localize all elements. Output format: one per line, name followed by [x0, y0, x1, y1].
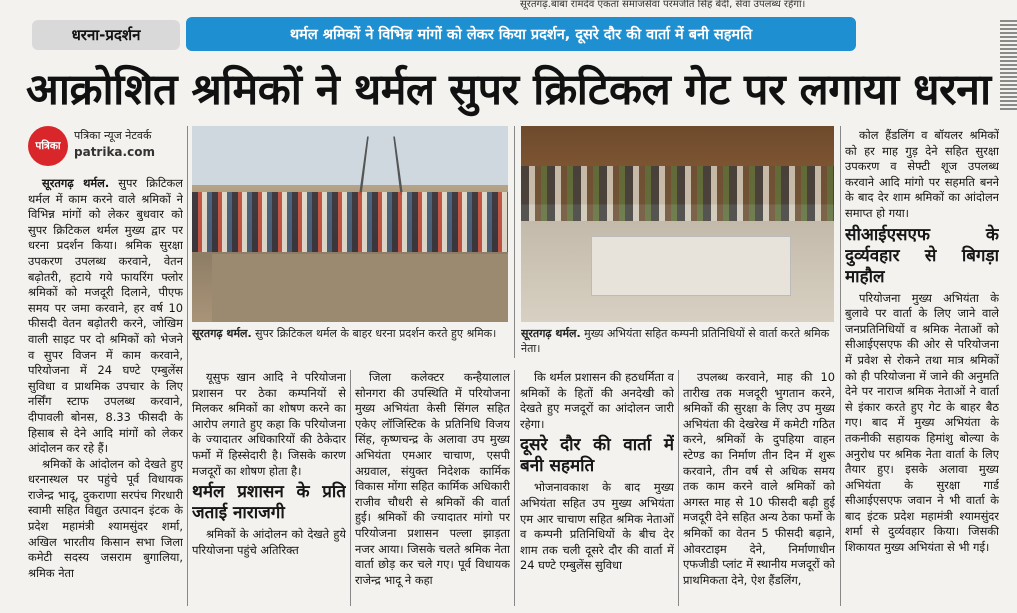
adjacent-page-edge [1000, 20, 1017, 110]
col3-paragraph-1: जिला कलेक्टर कन्हैयालाल सोनगरा की उपस्थिति में परियोजना मुख्य अभियंता केसी सिंगल सहित एकेए लॉजिस्टिक के प्रतिनिधि विजय सिंह, कृष्णचन्द्र के अलावा उप मुख्य अभियंता एमआर चाचाण, एसपी अग्रवाल, संयुक्त निदेशक कार्मिक विकास मोंगा सहित कार्मिक अधिकारी राजीव चौधरी से श्रमिकों की वार्ता हुई। श्रमिकों की ज्यादातर मांगो पर परियोजना प्रशासन पल्ला झाड़ता नजर आया। जिसके चलते श्रमिक नेता वार्ता छोड़ कर चले गए। पूर्व विधायक राजेन्द्र भादू ने कहा [355, 370, 510, 587]
column-rule [187, 126, 188, 606]
meeting-table-shape [591, 236, 791, 296]
column-rule [514, 370, 515, 606]
banner-subheading: थर्मल श्रमिकों ने विभिन्न मांगों को लेकर किया प्रदर्शन, दूसरे दौर की वार्ता में बनी सहमति [186, 17, 856, 51]
protest-photo-caption: सूरतगढ़ थर्मल. सुपर क्रिटिकल थर्मल के बाहर धरना प्रदर्शन करते हुए श्रमिक। [192, 327, 497, 340]
col6-paragraph-1: कोल हैंडलिंग व बॉयलर श्रमिकों को हर माह गुड़ देने सहित सुरक्षा उपकरण व सेफ्टी शूज उपलब्ध करवाने आदि मांगो पर सहमति बनने के बाद देर शाम श्रमिकों का आंदोलन समाप्त हो गया। [845, 128, 999, 220]
col1-paragraph-2: श्रमिकों के आंदोलन को देखते हुए धरनास्थल पर पहुंचे पूर्व विधायक राजेन्द्र भादू, दुकराणा सरपंच गिरधारी स्वामी सहित विद्युत उत्पादन इंटक के प्रदेश महामंत्री श्यामसुंदर शर्मा, अखिल भारतीय किसान सभा जिला कमेटी सदस्य जसराम बुगालिया, श्रमिक नेता [28, 456, 183, 580]
column-rule [840, 126, 841, 606]
col4-paragraph-1: कि थर्मल प्रशासन की हठधर्मिता व श्रमिकों के हितों की अनदेखी को देखते हुए मजदूरों का आंदोलन जारी रहेगा। [520, 370, 674, 431]
col2-paragraph-1: यूसुफ खान आदि ने परियोजना प्रशासन पर ठेका कम्पनियों से मिलकर श्रमिकों का शोषण करने का आरोप लगाते हुए कहा कि परियोजना के ज्यादातर अधिकारियों की ठेकेदार फर्मो में हिस्सेदारी है। जिसके कारण मजदूरों का शोषण होता है। [192, 370, 346, 478]
previous-article-text: सूरतगढ़.बाबा रामदेव एकता समाजसेवा परमजीत सिंह बेदी, सेवा उपलब्ध रहेगा। [520, 0, 806, 10]
article-column-3 [355, 370, 510, 606]
column-rule [350, 370, 351, 606]
headline: आक्रोशित श्रमिकों ने थर्मल सुपर क्रिटिकल गेट पर लगाया धरना [26, 65, 991, 115]
ground-shape [212, 254, 508, 322]
article-column-6 [845, 128, 999, 606]
col6-paragraph-2: परियोजना मुख्य अभियंता के बुलावे पर वार्ता के लिए जाने वाले जनप्रतिनिधियों व श्रमिक नेताओं को सीआईएसएफ की ओर से परियोजना में प्रवेश से रोकने तथा मात्र श्रमिकों को ही परियोजना में जाने की अनुमति देने पर नाराज श्रमिक नेताओं ने वार्ता से इंकार करते हुए गेट के बाहर बैठ गए। बाद में मुख्य अभियंता के तकनीकी सहायक हिमांशु बोल्या के अनुरोध पर श्रमिक नेता वार्ता के लिए तैयार हुए। इसके अलावा मुख्य अभियंता के सुरक्षा गार्ड सीआईएसएफ जवान ने भी वार्ता के बाद इंटक प्रदेश महामंत्री श्यामसुंदर शर्मा से दुर्व्यवहार किया। जिसकी शिकायत मुख्य अभियंता से भी गई। [845, 290, 999, 555]
crowd-shape [192, 192, 508, 252]
subhead-thermal-admin: थर्मल प्रशासन के प्रति जताई नाराजगी [192, 482, 346, 524]
column-rule [514, 126, 515, 358]
dateline: सूरतगढ़ थर्मल. [42, 176, 110, 190]
col2-paragraph-2: श्रमिकों के आंदोलन को देखते हुये परियोजना पहुंचे अतिरिक्त [192, 527, 346, 557]
article-column-5 [683, 370, 835, 606]
col1-paragraph-1: सूरतगढ़ थर्मल. सुपर क्रिटिकल थर्मल में काम करने वाले श्रमिकों ने विभिन्न मांगों को लेकर बुधवार को सुपर क्रिटिकल थर्मल मुख्य द्वार पर धरना प्रदर्शन किया। श्रमिक सुरक्षा उपकरण उपलब्ध करवाने, वेतन बढ़ोतरी, हटाये गये फायरिंग फ्लोर श्रमिकों को मजदूरी दिलाने, पीएफ समय पर जमा करवाने, हर वर्ष 10 फीसदी वेतन बढ़ोतरी करने, जोखिम वाली साइट पर दो श्रमिकों को भेजने व सुपर विजन में काम करवाने, परियोजना में 24 घण्टे एम्बुलेंस सुविधा व प्राथमिक उपचार के लिए नर्सिंग स्टाफ उपलब्ध करवाने, दीपावली बोनस, 8.33 फीसदी के हिसाब से देने आदि मांगों को लेकर आंदोलन कर रहे हैं। [28, 176, 183, 456]
col4-paragraph-2: भोजनावकाश के बाद मुख्य अभियंता सहित उप मुख्य अभियंता एम आर चाचाण सहित श्रमिक नेताओं व कम्पनी प्रतिनिधियों के बीच देर शाम तक चली दूसरे दौर की वार्ता में 24 घण्टे एम्बुलेंस सुविधा [520, 480, 674, 573]
meeting-photo-caption: सूरतगढ़ थर्मल. मुख्य अभियंता सहित कम्पनी प्रतिनिधियों से वार्ता करते श्रमिक नेता। [521, 327, 830, 355]
subhead-cisf: सीआईएसएफ के दुर्व्यवहार से बिगड़ा माहौल [845, 224, 999, 287]
col5-paragraph-1: उपलब्ध करवाने, माह की 10 तारीख तक मजदूरी भुगतान करने, श्रमिकों की सुरक्षा के लिए उप मुख्य अभियंता की देखरेख में कमेटी गठित करने, श्रमिकों के दुपहिया वाहन स्टेण्ड का निर्माण तीन दिन में शुरू करवाने, तीन वर्ष से अधिक समय तक काम करने वाले श्रमिकों को अगस्त माह से 10 फीसदी बढ़ी हुई मजदूरी देने सहित अन्य ठेका फर्मो के श्रमिकों का वेतन 5 फीसदी बढ़ाने, ओवरटाइम देने, निर्माणाधीन एफजीडी प्लांट में स्थानीय मजदूरों को प्राथमिकता देने, ऐश हैंडलिंग, [683, 370, 835, 587]
subhead-second-round: दूसरे दौर की वार्ता में बनी सहमति [520, 435, 674, 477]
article-column-2 [192, 370, 346, 606]
byline-network: पत्रिका न्यूज नेटवर्क [74, 129, 152, 142]
meeting-photo [521, 126, 834, 322]
protest-photo [192, 126, 508, 322]
byline-site: patrika.com [74, 145, 155, 159]
section-tag: धरना-प्रदर्शन [32, 20, 180, 50]
meeting-people-shape [521, 166, 834, 221]
previous-article-strip [0, 0, 1017, 12]
article-column-4 [520, 370, 674, 606]
column-rule [678, 370, 679, 606]
patrika-logo: पत्रिका [28, 126, 68, 166]
article-column-1 [28, 176, 183, 606]
power-tower-shape [359, 136, 403, 194]
